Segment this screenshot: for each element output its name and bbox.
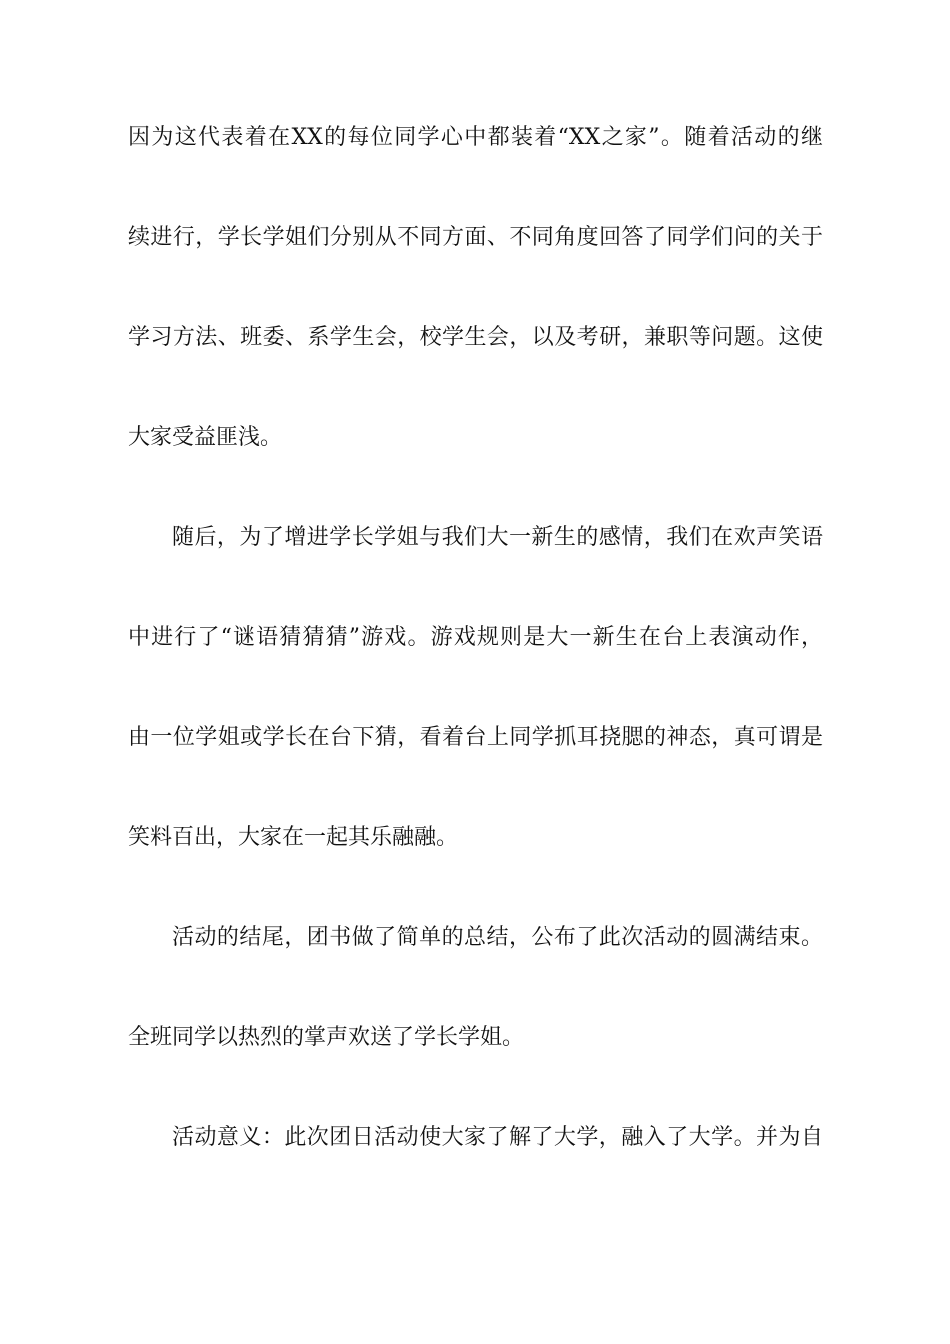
paragraph-first-line: 活动意义：此次团日活动使大家了解了大学，融入了大学。并为自 — [172, 1125, 823, 1150]
paragraph-first-line: 随后，为了增进学长学姐与我们大一新生的感情，我们在欢声笑语 — [172, 525, 823, 550]
text-line: 中进行了“谜语猜猜猜”游戏。游戏规则是大一新生在台上表演动作， — [128, 625, 823, 650]
paragraph-first-line: 活动的结尾，团书做了简单的总结，公布了此次活动的圆满结束。 — [172, 925, 823, 950]
text-line: 续进行，学长学姐们分别从不同方面、不同角度回答了同学们问的关于 — [128, 225, 823, 250]
text-line: 笑料百出，大家在一起其乐融融。 — [128, 825, 459, 850]
text-line: 因为这代表着在XX的每位同学心中都装着“XX之家”。随着活动的继 — [128, 125, 823, 150]
text-line: 全班同学以热烈的掌声欢送了学长学姐。 — [128, 1025, 525, 1050]
text-line: 大家受益匪浅。 — [128, 425, 283, 450]
text-line: 由一位学姐或学长在台下猜，看着台上同学抓耳挠腮的神态，真可谓是 — [128, 725, 823, 750]
text-line: 学习方法、班委、系学生会，校学生会，以及考研，兼职等问题。这使 — [128, 325, 823, 350]
